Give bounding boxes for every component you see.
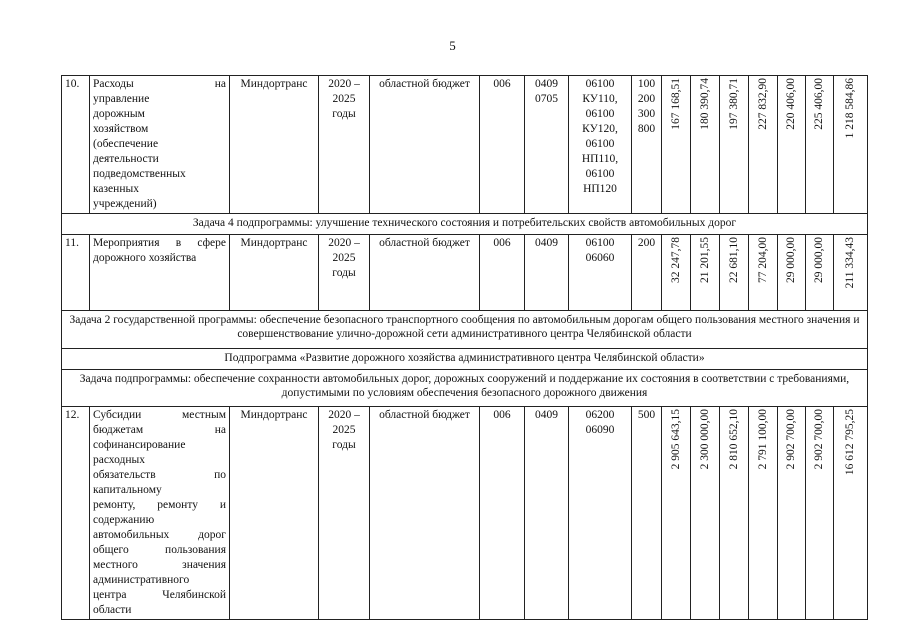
table-row <box>62 407 868 620</box>
row-value-5 <box>778 235 806 311</box>
row-name-line: Субсидии местным <box>93 409 226 421</box>
row-value-2 <box>691 235 720 311</box>
row-value-1 <box>662 235 691 311</box>
row-name-line: содержанию <box>93 514 155 526</box>
row-value-3 <box>720 76 749 214</box>
row-name-line: дорожного хозяйства <box>93 252 197 264</box>
row-value-6 <box>806 76 834 214</box>
row-value-1 <box>662 407 691 620</box>
row-name-line: обязательств по <box>93 469 226 481</box>
row-name-line: дорожным <box>93 108 145 120</box>
row-name-line: расходных <box>93 454 146 466</box>
row-value-5 <box>778 76 806 214</box>
row-value-text: 220 406,00 <box>785 78 797 130</box>
row-value-text: 197 380,71 <box>727 78 740 130</box>
row-period: 2020 – 2025 годы <box>319 235 370 311</box>
row-period: 2020 – 2025 годы <box>319 407 370 620</box>
row-name-line: Расходы на <box>93 78 226 90</box>
row-value-4 <box>749 407 778 620</box>
row-name-line: (обеспечение <box>93 138 159 150</box>
row-value-text: 32 247,78 <box>669 237 682 283</box>
row-value-2 <box>691 407 720 620</box>
row-name-line: центра Челябинской <box>93 589 226 601</box>
row-name-line: административного <box>93 574 190 586</box>
row-name-line: общего пользования <box>93 544 226 556</box>
row-value-6 <box>806 235 834 311</box>
section-title: Задача 4 подпрограммы: улучшение технического состояния и потребительских свойств автомобильных дорог <box>62 214 868 235</box>
row-value-text: 1 218 584,86 <box>844 78 856 139</box>
row-value-4 <box>749 235 778 311</box>
row-number: 11. <box>62 235 90 311</box>
row-rzpr: 0409 <box>525 407 569 620</box>
row-name-line: ремонту, ремонту и <box>93 499 226 511</box>
section-title: Задача 2 государственной программы: обеспечение безопасного транспортного сообщения по автомобильным дорогам общего пользования местного значения и совершенствование улично-дорожной сети административного центра Челябинской области <box>62 311 868 349</box>
program-table <box>61 75 868 620</box>
row-csr: 06100 06060 <box>569 235 632 311</box>
row-value-4 <box>749 76 778 214</box>
row-value-7 <box>834 76 868 214</box>
row-value-text: 167 168,51 <box>669 78 682 130</box>
page-number: 5 <box>449 38 456 53</box>
row-name-line: автомобильных дорог <box>93 529 226 541</box>
section-row <box>62 370 868 407</box>
table-row <box>62 76 868 214</box>
row-value-7 <box>834 407 868 620</box>
row-value-text: 2 300 000,00 <box>698 409 711 470</box>
row-value-1 <box>662 76 691 214</box>
row-value-3 <box>720 235 749 311</box>
row-name-line: деятельности <box>93 153 159 165</box>
row-value-text: 29 000,00 <box>813 237 825 283</box>
row-grbs: 006 <box>480 235 525 311</box>
row-source: областной бюджет <box>370 235 480 311</box>
row-value-text: 2 902 700,00 <box>785 409 797 470</box>
row-value-5 <box>778 407 806 620</box>
row-name-line: учреждений) <box>93 198 157 210</box>
row-value-text: 227 832,90 <box>756 78 769 130</box>
row-name-line: области <box>93 604 132 616</box>
row-value-text: 2 905 643,15 <box>669 409 682 470</box>
row-name <box>90 76 230 214</box>
row-value-6 <box>806 407 834 620</box>
row-name-line: управление <box>93 93 150 105</box>
row-csr: 06200 06090 <box>569 407 632 620</box>
row-vr: 500 <box>632 407 662 620</box>
section-row <box>62 349 868 370</box>
row-value-text: 21 201,55 <box>698 237 711 283</box>
row-source: областной бюджет <box>370 407 480 620</box>
row-value-text: 2 810 652,10 <box>727 409 740 470</box>
section-title: Задача подпрограммы: обеспечение сохранности автомобильных дорог, дорожных сооружений и поддержание их состояния в соответствии с требованиями, допустимыми по условиям обеспечения безопасного дорожного движения <box>62 370 868 407</box>
row-value-text: 77 204,00 <box>756 237 769 283</box>
table-row <box>62 235 868 311</box>
row-executor: Миндортранс <box>230 76 319 214</box>
row-name-line: хозяйством <box>93 123 149 135</box>
row-rzpr: 0409 0705 <box>525 76 569 214</box>
row-value-3 <box>720 407 749 620</box>
row-value-text: 225 406,00 <box>813 78 825 130</box>
row-grbs: 006 <box>480 407 525 620</box>
row-executor: Миндортранс <box>230 407 319 620</box>
row-period: 2020 – 2025 годы <box>319 76 370 214</box>
row-name <box>90 407 230 620</box>
row-name-line: Мероприятия в сфере <box>93 237 226 249</box>
section-row <box>62 311 868 349</box>
section-title: Подпрограмма «Развитие дорожного хозяйства административного центра Челябинской области» <box>62 349 868 370</box>
row-name-line: подведомственных <box>93 168 186 180</box>
row-value-text: 2 902 700,00 <box>813 409 825 470</box>
row-name-line: бюджетам на <box>93 424 226 436</box>
row-vr: 100 200 300 800 <box>632 76 662 214</box>
row-grbs: 006 <box>480 76 525 214</box>
row-value-7 <box>834 235 868 311</box>
row-name <box>90 235 230 311</box>
row-value-text: 29 000,00 <box>785 237 797 283</box>
row-source: областной бюджет <box>370 76 480 214</box>
row-value-text: 22 681,10 <box>727 237 740 283</box>
row-name-line: капитальному <box>93 484 162 496</box>
row-csr: 06100 КУ110, 06100 КУ120, 06100 НП110, 06100 НП120 <box>569 76 632 214</box>
row-executor: Миндортранс <box>230 235 319 311</box>
row-value-text: 211 334,43 <box>844 237 856 289</box>
row-name-line: казенных <box>93 183 139 195</box>
row-number: 12. <box>62 407 90 620</box>
row-name-line: софинансирование <box>93 439 186 451</box>
row-vr: 200 <box>632 235 662 311</box>
row-value-2 <box>691 76 720 214</box>
row-number: 10. <box>62 76 90 214</box>
row-value-text: 180 390,74 <box>698 78 711 130</box>
section-row <box>62 214 868 235</box>
row-value-text: 2 791 100,00 <box>756 409 769 470</box>
row-name-line: местного значения <box>93 559 226 571</box>
row-rzpr: 0409 <box>525 235 569 311</box>
row-value-text: 16 612 795,25 <box>844 409 856 476</box>
